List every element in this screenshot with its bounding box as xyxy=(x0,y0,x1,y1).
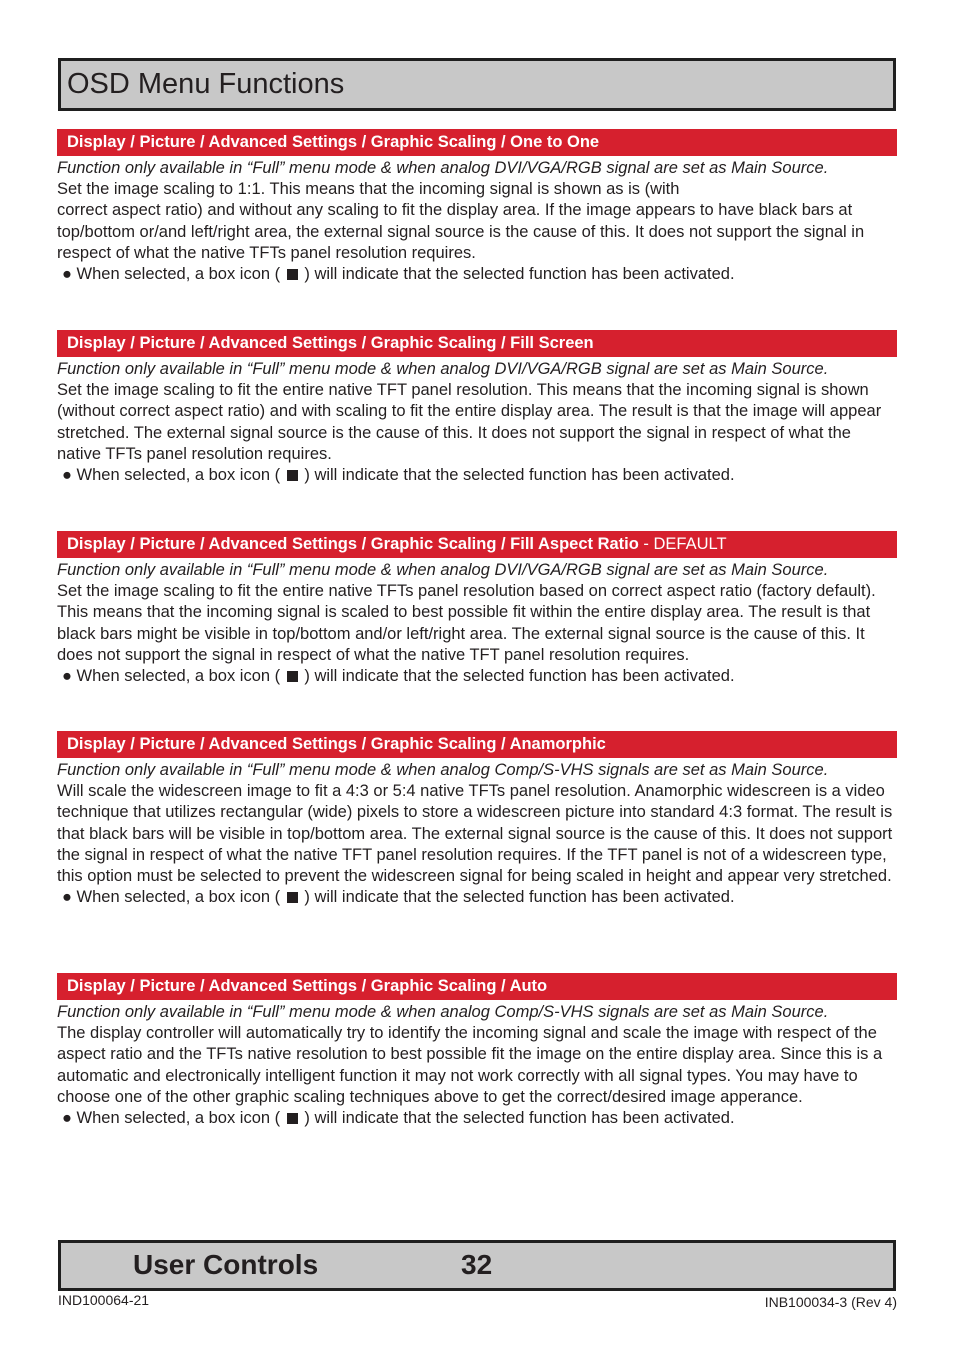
bullet-text-after: ) will indicate that the selected function has been activated. xyxy=(304,466,735,485)
section-heading xyxy=(57,129,897,156)
section-anamorphic xyxy=(57,731,897,908)
section-heading xyxy=(57,531,897,558)
bullet-text-after: ) will indicate that the selected function has been activated. xyxy=(304,265,735,284)
section-bullet xyxy=(57,1108,897,1129)
box-icon xyxy=(287,892,298,903)
section-note: Function only available in “Full” menu mode & when analog DVI/VGA/RGB signal are set as Main Source. xyxy=(57,360,829,378)
section-body: The display controller will automatically try to identify the incoming signal and scale the image with respect of the aspect ratio and the TFTs native resolution to best possible fit the image on the entire display area. Since this is a automatic and electronically intelligent function it may not work correctly with all signal types. You may have to choose one of the other graphic scaling techniques above to get the correct/desired image apperance. xyxy=(57,1024,883,1106)
box-icon xyxy=(287,269,298,280)
section-heading-text: Display / Picture / Advanced Settings / Graphic Scaling / One to One xyxy=(67,133,600,151)
section-body: Set the image scaling to fit the entire native TFTs panel resolution based on correct aspect ratio (factory default). This means that the incoming signal is scaled to best possible fit within the entire display area. The result is that black bars might be visible in top/bottom and/or left/right area. The external signal source is the cause of this. It does not support the signal in respect of what the native TFT panel resolution requires. xyxy=(57,582,876,664)
section-paragraph xyxy=(57,158,897,264)
section-heading xyxy=(57,731,897,758)
page-title: OSD Menu Functions xyxy=(67,68,345,100)
box-icon xyxy=(287,470,298,481)
page-number: 32 xyxy=(461,1249,493,1280)
section-paragraph xyxy=(57,359,897,465)
page-footer xyxy=(58,1240,896,1291)
section-note: Function only available in “Full” menu mode & when analog DVI/VGA/RGB signal are set as Main Source. xyxy=(57,561,829,579)
section-bullet xyxy=(57,666,897,687)
section-heading xyxy=(57,330,897,357)
bullet-text-after: ) will indicate that the selected function has been activated. xyxy=(304,667,735,686)
section-heading xyxy=(57,973,897,1000)
bullet-text-before: ● When selected, a box icon ( xyxy=(62,888,281,907)
footer-label: User Controls xyxy=(133,1249,319,1280)
section-paragraph xyxy=(57,760,897,887)
section-fill-aspect-ratio xyxy=(57,531,897,687)
box-icon xyxy=(287,1113,298,1124)
section-body: Will scale the widescreen image to fit a 4:3 or 5:4 native TFTs panel resolution. Anamorphic widescreen is a video technique that utilizes rectangular (wide) pixels to store a widescreen picture into standard 4:3 format. The result is that black bars will be visible in top/bottom area. The external signal source is the cause of this. It does not support the signal in respect of what the native TFT panel resolution requires. If the TFT panel is not of a widescreen type, this option must be selected to prevent the widescreen signal for being scaled in height and appear very stretched. xyxy=(57,782,893,886)
section-body-line: Set the image scaling to 1:1. This means that the incoming signal is shown as is (with xyxy=(57,180,680,199)
section-bullet xyxy=(57,465,897,486)
section-heading-text: Display / Picture / Advanced Settings / Graphic Scaling / Fill Screen xyxy=(67,334,594,352)
document-code-left: IND100064-21 xyxy=(58,1292,150,1308)
section-note: Function only available in “Full” menu mode & when analog Comp/S-VHS signals are set as Main Source. xyxy=(57,1003,829,1021)
bullet-text-before: ● When selected, a box icon ( xyxy=(62,265,281,284)
section-body: Set the image scaling to fit the entire native TFT panel resolution. This means that the incoming signal is shown (without correct aspect ratio) and with scaling to fit the entire display area. The result is that the image will appear stretched. The external signal source is the cause of this. It does not support the signal in respect of what the native TFTs panel resolution requires. xyxy=(57,381,882,463)
section-heading-text: Display / Picture / Advanced Settings / Graphic Scaling / Fill Aspect Ratio xyxy=(67,535,639,553)
section-bullet xyxy=(57,887,897,908)
section-heading-text: Display / Picture / Advanced Settings / Graphic Scaling / Anamorphic xyxy=(67,735,606,753)
page-header xyxy=(58,58,896,111)
bullet-text-before: ● When selected, a box icon ( xyxy=(62,667,281,686)
section-heading-default: - DEFAULT xyxy=(638,535,727,553)
section-one-to-one xyxy=(57,129,897,285)
section-note: Function only available in “Full” menu mode & when analog Comp/S-VHS signals are set as Main Source. xyxy=(57,761,829,779)
section-auto xyxy=(57,973,897,1129)
bullet-text-before: ● When selected, a box icon ( xyxy=(62,466,281,485)
section-paragraph xyxy=(57,560,897,666)
section-fill-screen xyxy=(57,330,897,486)
section-body: correct aspect ratio) and without any scaling to fit the display area. If the image appears to have black bars at top/bottom or/and left/right area, the external signal source is the cause of this. It does not support the signal in respect of what the native TFTs panel resolution requires. xyxy=(57,201,865,262)
section-bullet xyxy=(57,264,897,285)
section-heading-text: Display / Picture / Advanced Settings / Graphic Scaling / Auto xyxy=(67,977,548,995)
section-note: Function only available in “Full” menu mode & when analog DVI/VGA/RGB signal are set as Main Source. xyxy=(57,159,829,177)
bullet-text-after: ) will indicate that the selected function has been activated. xyxy=(304,888,735,907)
bullet-text-after: ) will indicate that the selected function has been activated. xyxy=(304,1109,735,1128)
document-code-right: INB100034-3 (Rev 4) xyxy=(764,1294,897,1310)
box-icon xyxy=(287,671,298,682)
section-paragraph xyxy=(57,1002,897,1108)
bullet-text-before: ● When selected, a box icon ( xyxy=(62,1109,281,1128)
